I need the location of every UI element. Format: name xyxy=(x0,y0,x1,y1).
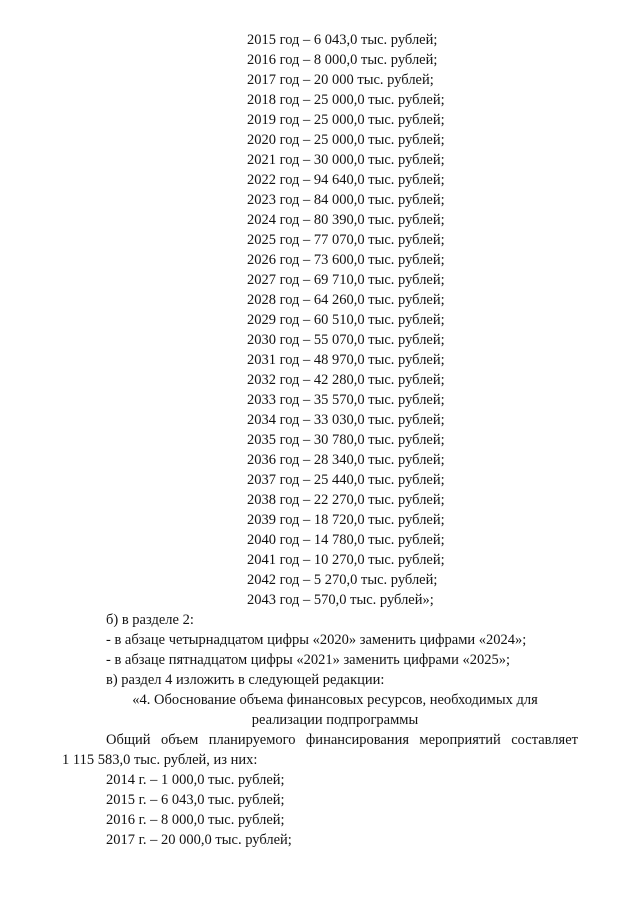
section-b-intro: б) в разделе 2: xyxy=(106,612,194,628)
schedule-line: 2021 год – 30 000,0 тыс. рублей; xyxy=(247,152,445,168)
schedule-line: 2035 год – 30 780,0 тыс. рублей; xyxy=(247,432,445,448)
funding-schedule-list xyxy=(247,30,445,610)
schedule-line: 2019 год – 25 000,0 тыс. рублей; xyxy=(247,112,445,128)
schedule-line: 2017 год – 20 000 тыс. рублей; xyxy=(247,72,434,88)
schedule-line: 2040 год – 14 780,0 тыс. рублей; xyxy=(247,532,445,548)
schedule-line: 2034 год – 33 030,0 тыс. рублей; xyxy=(247,412,445,428)
schedule2-line: 2015 г. – 6 043,0 тыс. рублей; xyxy=(106,792,285,808)
schedule-line: 2032 год – 42 280,0 тыс. рублей; xyxy=(247,372,445,388)
schedule-line: 2033 год – 35 570,0 тыс. рублей; xyxy=(247,392,445,408)
schedule-line: 2029 год – 60 510,0 тыс. рублей; xyxy=(247,312,445,328)
schedule-line: 2027 год – 69 710,0 тыс. рублей; xyxy=(247,272,445,288)
schedule-line: 2037 год – 25 440,0 тыс. рублей; xyxy=(247,472,445,488)
schedule-line: 2036 год – 28 340,0 тыс. рублей; xyxy=(247,452,445,468)
schedule-line: 2042 год – 5 270,0 тыс. рублей; xyxy=(247,572,438,588)
schedule-line: 2026 год – 73 600,0 тыс. рублей; xyxy=(247,252,445,268)
schedule-line: 2015 год – 6 043,0 тыс. рублей; xyxy=(247,32,438,48)
schedule2-line: 2014 г. – 1 000,0 тыс. рублей; xyxy=(106,772,285,788)
schedule-line: 2016 год – 8 000,0 тыс. рублей; xyxy=(247,52,438,68)
schedule2-line: 2016 г. – 8 000,0 тыс. рублей; xyxy=(106,812,285,828)
schedule-line: 2039 год – 18 720,0 тыс. рублей; xyxy=(247,512,445,528)
section-b-item: - в абзаце четырнадцатом цифры «2020» заменить цифрами «2024»; xyxy=(106,632,527,648)
schedule-line: 2023 год – 84 000,0 тыс. рублей; xyxy=(247,192,445,208)
schedule-line: 2031 год – 48 970,0 тыс. рублей; xyxy=(247,352,445,368)
schedule-line: 2028 год – 64 260,0 тыс. рублей; xyxy=(247,292,445,308)
schedule2-line: 2017 г. – 20 000,0 тыс. рублей; xyxy=(106,832,292,848)
amendment-body xyxy=(0,610,640,850)
schedule-line: 2020 год – 25 000,0 тыс. рублей; xyxy=(247,132,445,148)
section-v-intro: в) раздел 4 изложить в следующей редакции: xyxy=(106,672,385,688)
paragraph-line: Общий объем планируемого финансирования мероприятий составляет xyxy=(106,732,578,748)
section-heading: «4. Обоснование объема финансовых ресурсов, необходимых для xyxy=(132,692,538,708)
schedule-line: 2022 год – 94 640,0 тыс. рублей; xyxy=(247,172,445,188)
schedule-line: 2030 год – 55 070,0 тыс. рублей; xyxy=(247,332,445,348)
schedule-line: 2041 год – 10 270,0 тыс. рублей; xyxy=(247,552,445,568)
paragraph-line: 1 115 583,0 тыс. рублей, из них: xyxy=(62,752,258,768)
schedule-line: 2025 год – 77 070,0 тыс. рублей; xyxy=(247,232,445,248)
section-heading: реализации подпрограммы xyxy=(251,712,419,728)
section-b-item: - в абзаце пятнадцатом цифры «2021» заменить цифрами «2025»; xyxy=(106,652,511,668)
schedule-line: 2018 год – 25 000,0 тыс. рублей; xyxy=(247,92,445,108)
schedule-line: 2043 год – 570,0 тыс. рублей»; xyxy=(247,592,434,608)
schedule-line: 2024 год – 80 390,0 тыс. рублей; xyxy=(247,212,445,228)
schedule-line: 2038 год – 22 270,0 тыс. рублей; xyxy=(247,492,445,508)
